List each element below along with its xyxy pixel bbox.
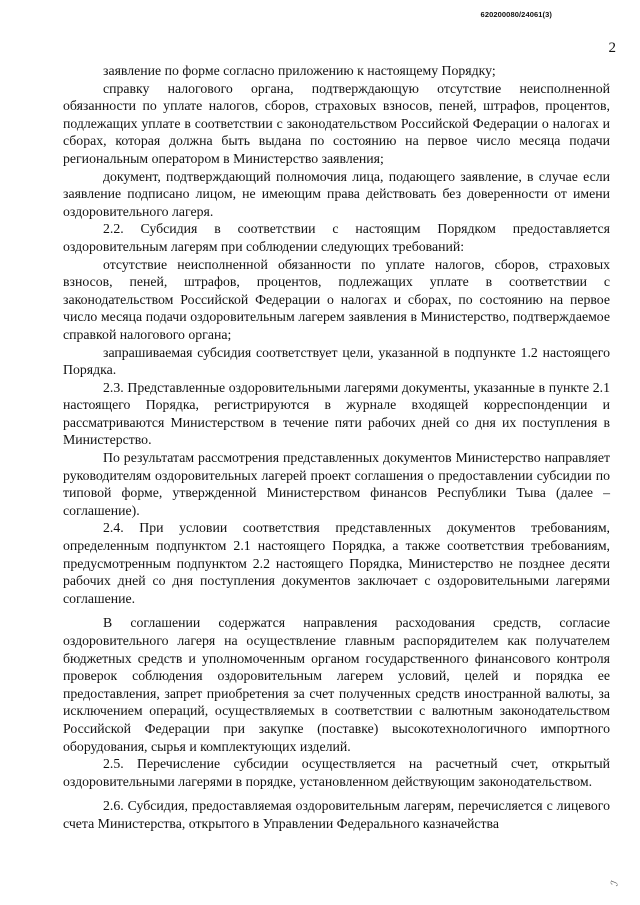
page-number: 2 [608, 40, 616, 56]
paragraph: заявление по форме согласно приложению к настоящему Порядку; [103, 63, 496, 78]
paragraph: отсутствие неисполненной обязанности по уплате налогов, сборов, страховых взносов, пеней, штрафов, процентов, подлежащих уплате в соответствии с законодательством Российской Федерации о налогах и сборах, по состоянию на первое число месяца подачи оздоровительным лагерем заявления в Министерство, подтверждаемое справкой налогового органа; [63, 256, 610, 342]
document-body [63, 62, 610, 833]
paragraph: 2.5. Перечисление субсидии осуществляется на расчетный счет, открытый оздоровительными лагерями в порядке, установленном действующим законодательством. [63, 756, 610, 789]
paragraph: запрашиваемая субсидия соответствует цели, указанной в подпункте 1.2 настоящего Порядка. [63, 344, 610, 378]
paragraph: По результатам рассмотрения представленных документов Министерство направляет руководителям оздоровительных лагерей проект соглашения о предоставлении субсидии по типовой форме, утвержденной Министерством финансов Республики Тыва (далее – соглашение). [63, 450, 610, 518]
paragraph: В соглашении содержатся направления расходования средств, согласие оздоровительного лагеря на осуществление главным распорядителем как получателем бюджетных средств и уполномоченным органом государственного финансового контроля проверок соблюдения оздоровительным лагерем условий, целей и порядка ее предоставления, запрет приобретения за счет полученных средств иностранной валюты, за исключением операций, осуществляемых в соответствии с валютным законодательством Российской Федерации при закупке (поставке) высокотехнологичного импортного оборудования, сырья и комплектующих изделий. [63, 615, 610, 754]
corner-mark: ℐ [609, 879, 622, 888]
paragraph: 2.4. При условии соответствия представленных документов требованиям, определенным подпунктом 2.1 настоящего Порядка, а также соответствия требованиям, предусмотренным подпунктом 2.2 настоящего Порядка, Министерство не позднее десяти рабочих дней со дня поступления документов заключает с оздоровительными лагерями соглашение. [63, 520, 610, 606]
paragraph: 2.6. Субсидия, предоставляемая оздоровительным лагерям, перечисляется с лицевого счета Министерства, открытого в Управлении Федерального казначейства [63, 798, 610, 831]
document-registration-code: 620200080/24061(3) [480, 10, 552, 19]
paragraph: 2.2. Субсидия в соответствии с настоящим Порядком предоставляется оздоровительным лагерям при соблюдении следующих требований: [63, 221, 610, 254]
paragraph: 2.3. Представленные оздоровительными лагерями документы, указанные в пункте 2.1 настоящего Порядка, регистрируются в журнале входящей корреспонденции и рассматриваются Министерством в течение пяти рабочих дней со дня их поступления в Министерство. [63, 379, 610, 448]
paragraph: справку налогового органа, подтверждающую отсутствие неисполненной обязанности по уплате налогов, сборов, страховых взносов, пеней, штрафов, процентов, подлежащих уплате в соответствии с законодательством Российской Федерации о налогах и сборах, которая должна быть выдана по состоянию на первое число месяца подачи региональным оператором в Министерство заявления; [63, 80, 610, 166]
paragraph: документ, подтверждающий полномочия лица, подающего заявление, в случае если заявление подписано лицом, не имеющим права действовать без доверенности от имени оздоровительного лагеря. [63, 168, 610, 219]
